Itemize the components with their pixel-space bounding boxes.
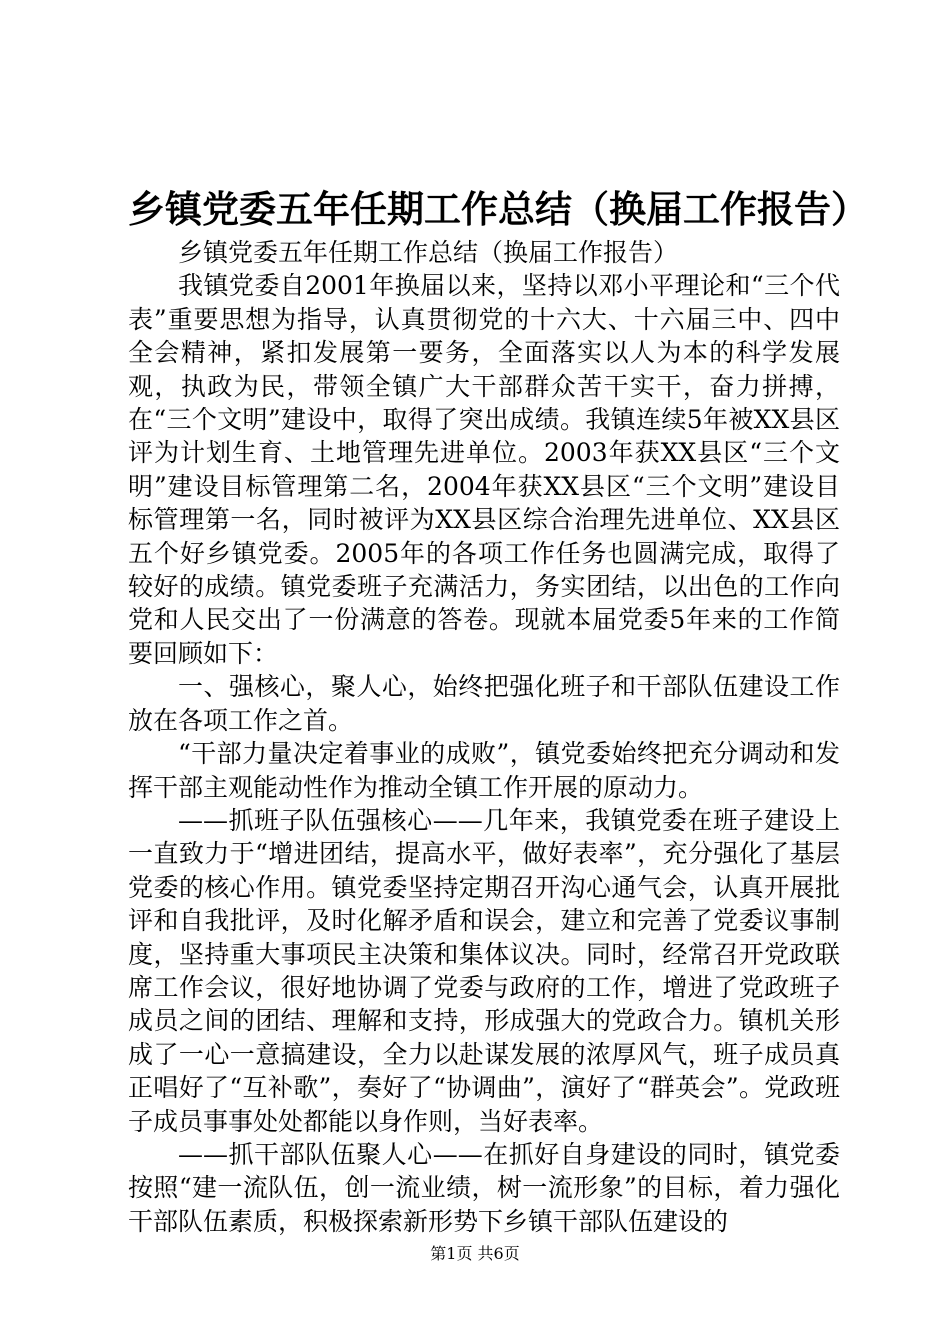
paragraph: 一、强核心，聚人心，始终把强化班子和干部队伍建设工作放在各项工作之首。 xyxy=(128,672,840,735)
paragraph: ——抓干部队伍聚人心——在抓好自身建设的同时，镇党委按照“建一流队伍，创一流业绩，树一流形象”的目标，着力强化干部队伍素质，积极探索新形势下乡镇干部队伍建设的 xyxy=(128,1139,840,1236)
page-number-footer: 第1页 共6页 xyxy=(430,1244,520,1263)
paragraph: “干部力量决定着事业的成败”，镇党委始终把充分调动和发挥干部主观能动性作为推动全镇工作开展的原动力。 xyxy=(128,739,840,802)
paragraph: 我镇党委自2001年换届以来，坚持以邓小平理论和“三个代表”重要思想为指导，认真贯彻党的十六大、十六届三中、四中全会精神，紧扣发展第一要务，全面落实以人为本的科学发展观，执政为民，带领全镇广大干部群众苦干实干，奋力拼搏，在“三个文明”建设中，取得了突出成绩。我镇连续5年被XX县区评为计划生育、土地管理先进单位。2003年获XX县区“三个文明”建设目标管理第二名，2004年获XX县区“三个文明”建设目标管理第一名，同时被评为XX县区综合治理先进单位、XX县区五个好乡镇党委。2005年的各项工作任务也圆满完成，取得了较好的成绩。镇党委班子充满活力，务实团结，以出色的工作向党和人民交出了一份满意的答卷。现就本届党委5年来的工作简要回顾如下： xyxy=(128,271,840,668)
document-body xyxy=(128,236,840,1238)
paragraph: 乡镇党委五年任期工作总结（换届工作报告） xyxy=(178,238,679,267)
document-title: 乡镇党委五年任期工作总结（换届工作报告） xyxy=(128,187,868,231)
paragraph: ——抓班子队伍强核心——几年来，我镇党委在班子建设上一直致力于“增进团结，提高水平，做好表率”，充分强化了基层党委的核心作用。镇党委坚持定期召开沟心通气会，认真开展批评和自我批评，及时化解矛盾和误会，建立和完善了党委议事制度，坚持重大事项民主决策和集体议决。同时，经常召开党政联席工作会议，很好地协调了党委与政府的工作，增进了党政班子成员之间的团结、理解和支持，形成强大的党政合力。镇机关形成了一心一意搞建设，全力以赴谋发展的浓厚风气，班子成员真正唱好了“互补歌”，奏好了“协调曲”，演好了“群英会”。党政班子成员事事处处都能以身作则，当好表率。 xyxy=(128,805,840,1136)
